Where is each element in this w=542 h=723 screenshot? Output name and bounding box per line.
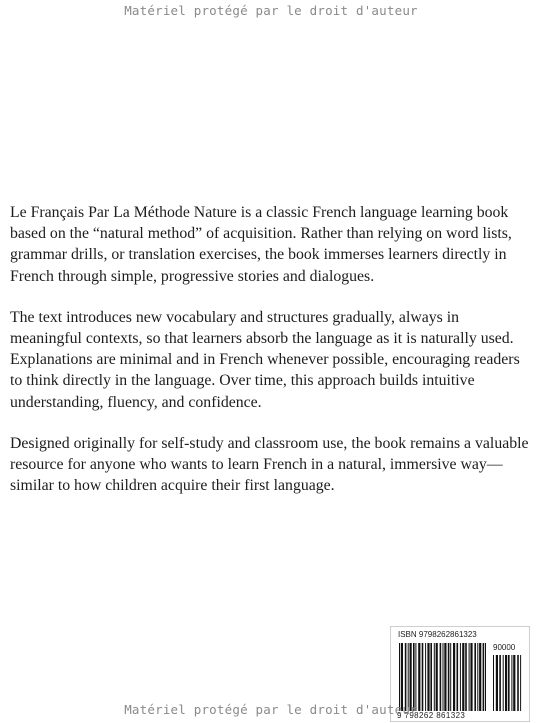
description-paragraph: The text introduces new vocabulary and structures gradually, always in meaningful contexts, so that learners absorb the language as it is naturally used. Explanations are minimal and in French whenever possible, encouraging readers to think directly in the language. Over time, this approach builds intuitive understanding, fluency, and confidence.	[10, 308, 520, 411]
price-code: 90000	[493, 643, 516, 652]
copyright-watermark-top: Matériel protégé par le droit d'auteur	[124, 3, 418, 18]
copyright-watermark-bottom: Matériel protégé par le droit d'auteur	[124, 702, 418, 717]
description-paragraph: Designed originally for self-study and classroom use, the book remains a valuable resource for anyone who wants to learn French in a natural, immersive way—similar to how children acquire their first language.	[10, 434, 529, 495]
isbn-digits: 9 798262 861323	[397, 711, 466, 720]
description-paragraph: Le Français Par La Méthode Nature is a classic French language learning book based on the “natural method” of acquisition. Rather than relying on word lists, grammar drills, or translation exercises, the book immerses learners directly in French through simple, progressive stories and dialogues.	[10, 204, 512, 285]
book-description	[10, 202, 530, 516]
isbn-label: ISBN 9798262861323	[398, 630, 477, 639]
